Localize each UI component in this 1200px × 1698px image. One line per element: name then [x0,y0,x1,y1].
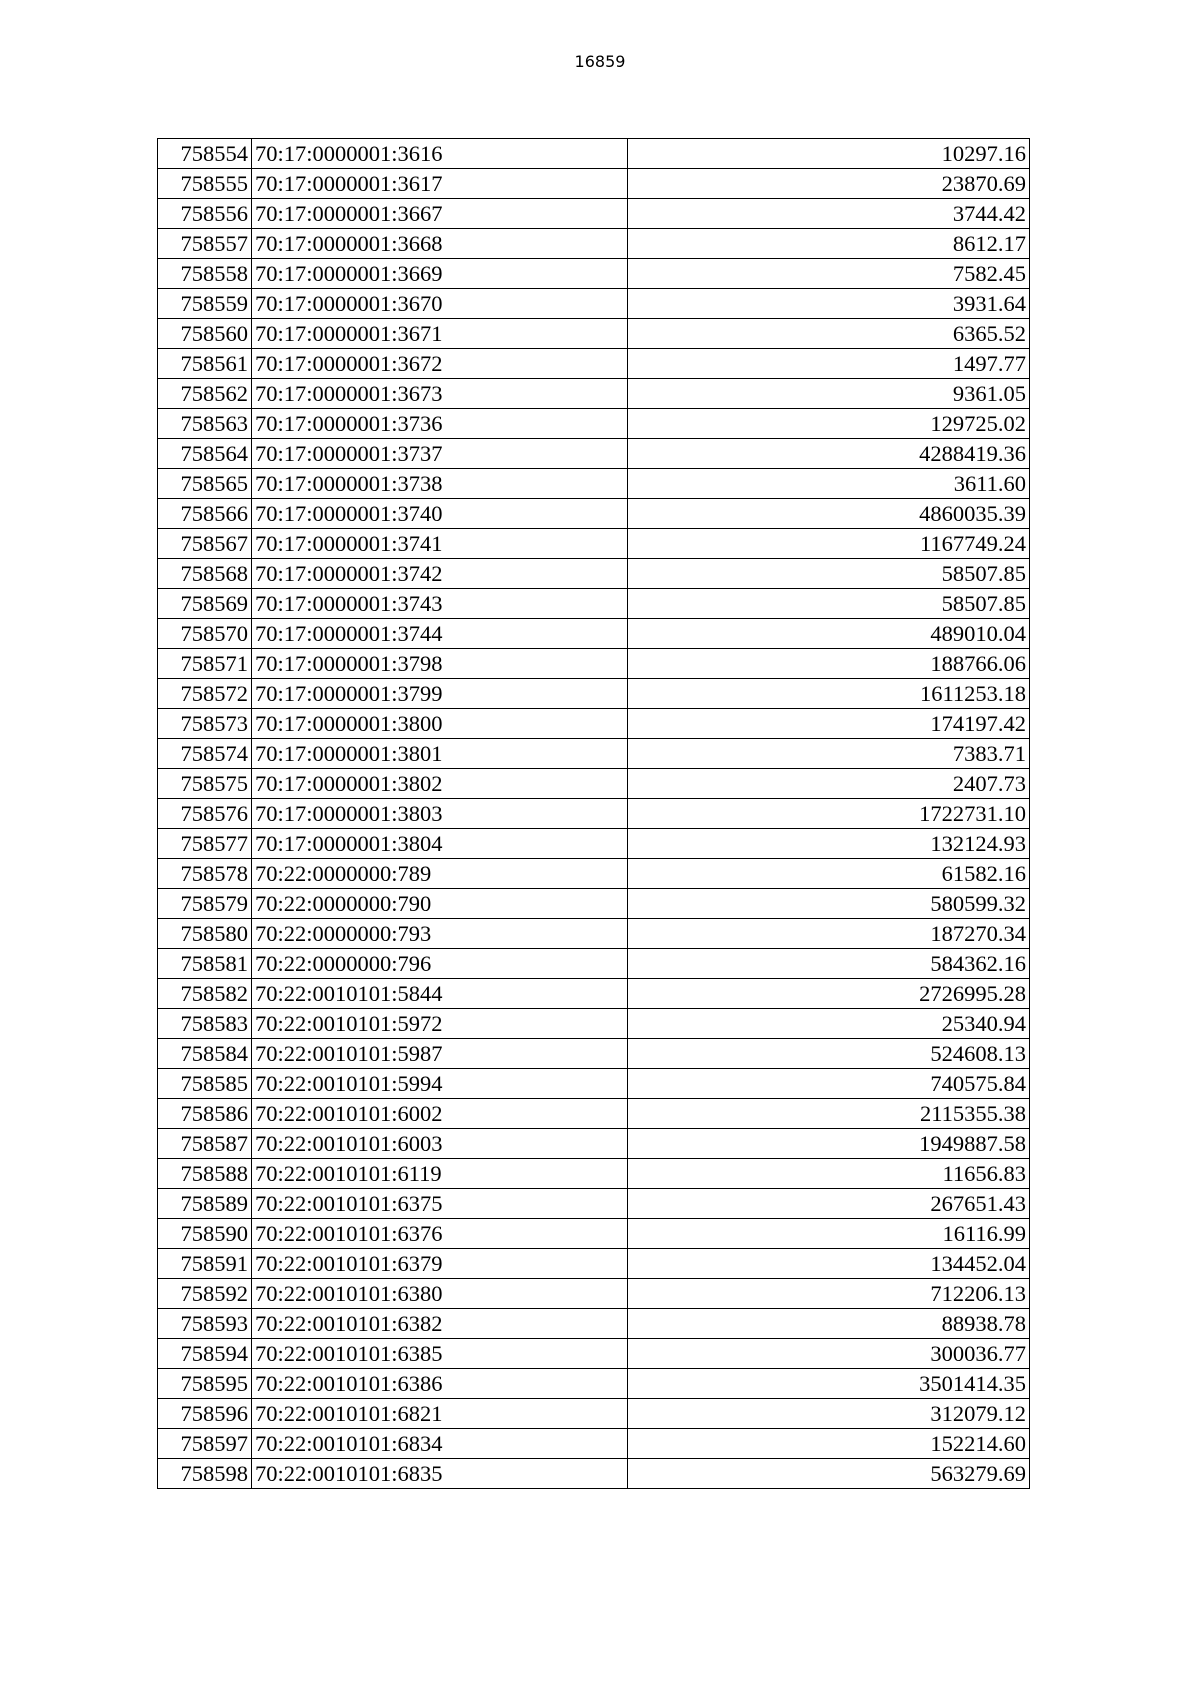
table-row [158,769,1030,799]
cadastral-value-cell: 61582.16 [628,859,1030,889]
cadastral-number-cell: 70:17:0000001:3668 [252,229,628,259]
row-number-cell: 758574 [158,739,252,769]
table-row [158,379,1030,409]
cadastral-number-cell: 70:17:0000001:3798 [252,649,628,679]
cadastral-value-cell: 2115355.38 [628,1099,1030,1129]
row-number-cell: 758580 [158,919,252,949]
cadastral-number-cell: 70:17:0000001:3800 [252,709,628,739]
cadastral-value-cell: 188766.06 [628,649,1030,679]
cadastral-value-cell: 187270.34 [628,919,1030,949]
table-row [158,469,1030,499]
table-row [158,199,1030,229]
cadastral-number-cell: 70:17:0000001:3740 [252,499,628,529]
cadastral-value-cell: 312079.12 [628,1399,1030,1429]
row-number-cell: 758592 [158,1279,252,1309]
cadastral-number-cell: 70:17:0000001:3799 [252,679,628,709]
row-number-cell: 758575 [158,769,252,799]
cadastral-value-cell: 58507.85 [628,559,1030,589]
cadastral-value-cell: 563279.69 [628,1459,1030,1489]
cadastral-value-cell: 300036.77 [628,1339,1030,1369]
row-number-cell: 758556 [158,199,252,229]
table-row [158,1279,1030,1309]
row-number-cell: 758572 [158,679,252,709]
cadastral-value-cell: 1167749.24 [628,529,1030,559]
row-number-cell: 758568 [158,559,252,589]
cadastral-value-cell: 132124.93 [628,829,1030,859]
cadastral-value-cell: 10297.16 [628,139,1030,169]
row-number-cell: 758583 [158,1009,252,1039]
cadastral-number-cell: 70:22:0000000:793 [252,919,628,949]
table-row [158,889,1030,919]
table-row [158,499,1030,529]
table-row [158,619,1030,649]
cadastral-number-cell: 70:22:0010101:5972 [252,1009,628,1039]
table-row [158,979,1030,1009]
table-row [158,919,1030,949]
cadastral-value-cell: 11656.83 [628,1159,1030,1189]
cadastral-number-cell: 70:22:0010101:6386 [252,1369,628,1399]
cadastral-number-cell: 70:22:0010101:6380 [252,1279,628,1309]
cadastral-number-cell: 70:17:0000001:3742 [252,559,628,589]
cadastral-value-cell: 3744.42 [628,199,1030,229]
cadastral-number-cell: 70:22:0010101:6834 [252,1429,628,1459]
table-row [158,649,1030,679]
cadastral-number-cell: 70:17:0000001:3671 [252,319,628,349]
cadastral-number-cell: 70:17:0000001:3743 [252,589,628,619]
cadastral-number-cell: 70:22:0010101:6821 [252,1399,628,1429]
cadastral-number-cell: 70:22:0000000:796 [252,949,628,979]
cadastral-number-cell: 70:22:0010101:6003 [252,1129,628,1159]
cadastral-value-cell: 25340.94 [628,1009,1030,1039]
cadastral-number-cell: 70:17:0000001:3801 [252,739,628,769]
row-number-cell: 758582 [158,979,252,1009]
cadastral-value-cell: 740575.84 [628,1069,1030,1099]
cadastral-value-cell: 584362.16 [628,949,1030,979]
cadastral-number-cell: 70:22:0010101:5994 [252,1069,628,1099]
cadastral-value-cell: 4860035.39 [628,499,1030,529]
table-row [158,1369,1030,1399]
table-row [158,289,1030,319]
page-number: 16859 [574,52,626,71]
row-number-cell: 758573 [158,709,252,739]
table-row [158,1429,1030,1459]
cadastral-number-cell: 70:17:0000001:3667 [252,199,628,229]
cadastral-value-cell: 8612.17 [628,229,1030,259]
cadastral-value-cell: 16116.99 [628,1219,1030,1249]
cadastral-value-cell: 1949887.58 [628,1129,1030,1159]
table-row [158,409,1030,439]
cadastral-value-cell: 489010.04 [628,619,1030,649]
cadastral-value-cell: 1611253.18 [628,679,1030,709]
cadastral-number-cell: 70:22:0010101:6376 [252,1219,628,1249]
row-number-cell: 758560 [158,319,252,349]
table-row [158,739,1030,769]
row-number-cell: 758558 [158,259,252,289]
cadastral-number-cell: 70:22:0010101:6379 [252,1249,628,1279]
row-number-cell: 758584 [158,1039,252,1069]
cadastral-value-cell: 712206.13 [628,1279,1030,1309]
table-row [158,589,1030,619]
cadastral-number-cell: 70:22:0010101:6002 [252,1099,628,1129]
cadastral-value-cell: 1497.77 [628,349,1030,379]
table-row [158,439,1030,469]
cadastral-number-cell: 70:17:0000001:3736 [252,409,628,439]
cadastral-value-cell: 9361.05 [628,379,1030,409]
row-number-cell: 758596 [158,1399,252,1429]
cadastral-number-cell: 70:17:0000001:3741 [252,529,628,559]
cadastral-value-cell: 580599.32 [628,889,1030,919]
cadastral-value-cell: 7383.71 [628,739,1030,769]
cadastral-value-cell: 58507.85 [628,589,1030,619]
table-row [158,319,1030,349]
cadastral-number-cell: 70:17:0000001:3803 [252,799,628,829]
table-row [158,679,1030,709]
cadastral-value-cell: 3931.64 [628,289,1030,319]
row-number-cell: 758555 [158,169,252,199]
cadastral-value-cell: 23870.69 [628,169,1030,199]
table-row [158,1309,1030,1339]
table-row [158,1159,1030,1189]
table-row [158,1219,1030,1249]
row-number-cell: 758563 [158,409,252,439]
row-number-cell: 758598 [158,1459,252,1489]
cadastral-value-cell: 4288419.36 [628,439,1030,469]
cadastral-number-cell: 70:22:0010101:6119 [252,1159,628,1189]
cadastral-number-cell: 70:22:0010101:5844 [252,979,628,1009]
cadastral-number-cell: 70:22:0010101:6385 [252,1339,628,1369]
row-number-cell: 758561 [158,349,252,379]
table-row [158,709,1030,739]
cadastral-number-cell: 70:22:0010101:5987 [252,1039,628,1069]
row-number-cell: 758577 [158,829,252,859]
row-number-cell: 758559 [158,289,252,319]
cadastral-value-cell: 129725.02 [628,409,1030,439]
row-number-cell: 758586 [158,1099,252,1129]
table-row [158,1129,1030,1159]
cadastral-number-cell: 70:17:0000001:3617 [252,169,628,199]
table-row [158,1039,1030,1069]
table-row [158,1399,1030,1429]
cadastral-value-cell: 3611.60 [628,469,1030,499]
cadastral-number-cell: 70:22:0000000:789 [252,859,628,889]
row-number-cell: 758588 [158,1159,252,1189]
table-row [158,949,1030,979]
row-number-cell: 758566 [158,499,252,529]
row-number-cell: 758593 [158,1309,252,1339]
table-row [158,169,1030,199]
cadastral-value-cell: 524608.13 [628,1039,1030,1069]
table-row [158,529,1030,559]
row-number-cell: 758581 [158,949,252,979]
cadastral-number-cell: 70:17:0000001:3802 [252,769,628,799]
cadastral-number-cell: 70:17:0000001:3738 [252,469,628,499]
cadastral-value-cell: 88938.78 [628,1309,1030,1339]
table-row [158,1339,1030,1369]
cadastral-value-cell: 152214.60 [628,1429,1030,1459]
row-number-cell: 758578 [158,859,252,889]
row-number-cell: 758571 [158,649,252,679]
table-row [158,559,1030,589]
table-row [158,1189,1030,1219]
row-number-cell: 758557 [158,229,252,259]
table-row [158,1009,1030,1039]
row-number-cell: 758591 [158,1249,252,1279]
row-number-cell: 758554 [158,139,252,169]
cadastral-number-cell: 70:17:0000001:3670 [252,289,628,319]
cadastral-number-cell: 70:17:0000001:3744 [252,619,628,649]
table-row [158,799,1030,829]
cadastral-number-cell: 70:22:0010101:6375 [252,1189,628,1219]
cadastral-value-cell: 6365.52 [628,319,1030,349]
cadastral-number-cell: 70:17:0000001:3672 [252,349,628,379]
row-number-cell: 758595 [158,1369,252,1399]
table-row [158,859,1030,889]
cadastral-number-cell: 70:17:0000001:3673 [252,379,628,409]
cadastral-value-cell: 174197.42 [628,709,1030,739]
cadastral-value-cell: 2726995.28 [628,979,1030,1009]
table-row [158,139,1030,169]
row-number-cell: 758564 [158,439,252,469]
cadastral-number-cell: 70:17:0000001:3669 [252,259,628,289]
table-row [158,1459,1030,1489]
table-row [158,1249,1030,1279]
cadastral-number-cell: 70:17:0000001:3804 [252,829,628,859]
row-number-cell: 758587 [158,1129,252,1159]
row-number-cell: 758594 [158,1339,252,1369]
cadastral-value-cell: 267651.43 [628,1189,1030,1219]
cadastral-number-cell: 70:17:0000001:3737 [252,439,628,469]
registry-table-body [158,139,1030,1489]
cadastral-value-cell: 1722731.10 [628,799,1030,829]
row-number-cell: 758562 [158,379,252,409]
cadastral-value-cell: 134452.04 [628,1249,1030,1279]
cadastral-number-cell: 70:17:0000001:3616 [252,139,628,169]
cadastral-value-cell: 2407.73 [628,769,1030,799]
registry-table [157,138,1030,1489]
row-number-cell: 758597 [158,1429,252,1459]
cadastral-value-cell: 7582.45 [628,259,1030,289]
table-row [158,349,1030,379]
row-number-cell: 758576 [158,799,252,829]
row-number-cell: 758585 [158,1069,252,1099]
cadastral-number-cell: 70:22:0000000:790 [252,889,628,919]
row-number-cell: 758579 [158,889,252,919]
row-number-cell: 758570 [158,619,252,649]
table-row [158,1069,1030,1099]
cadastral-value-cell: 3501414.35 [628,1369,1030,1399]
cadastral-number-cell: 70:22:0010101:6382 [252,1309,628,1339]
row-number-cell: 758565 [158,469,252,499]
table-row [158,259,1030,289]
table-row [158,229,1030,259]
row-number-cell: 758567 [158,529,252,559]
table-row [158,829,1030,859]
row-number-cell: 758589 [158,1189,252,1219]
row-number-cell: 758569 [158,589,252,619]
cadastral-number-cell: 70:22:0010101:6835 [252,1459,628,1489]
row-number-cell: 758590 [158,1219,252,1249]
table-row [158,1099,1030,1129]
